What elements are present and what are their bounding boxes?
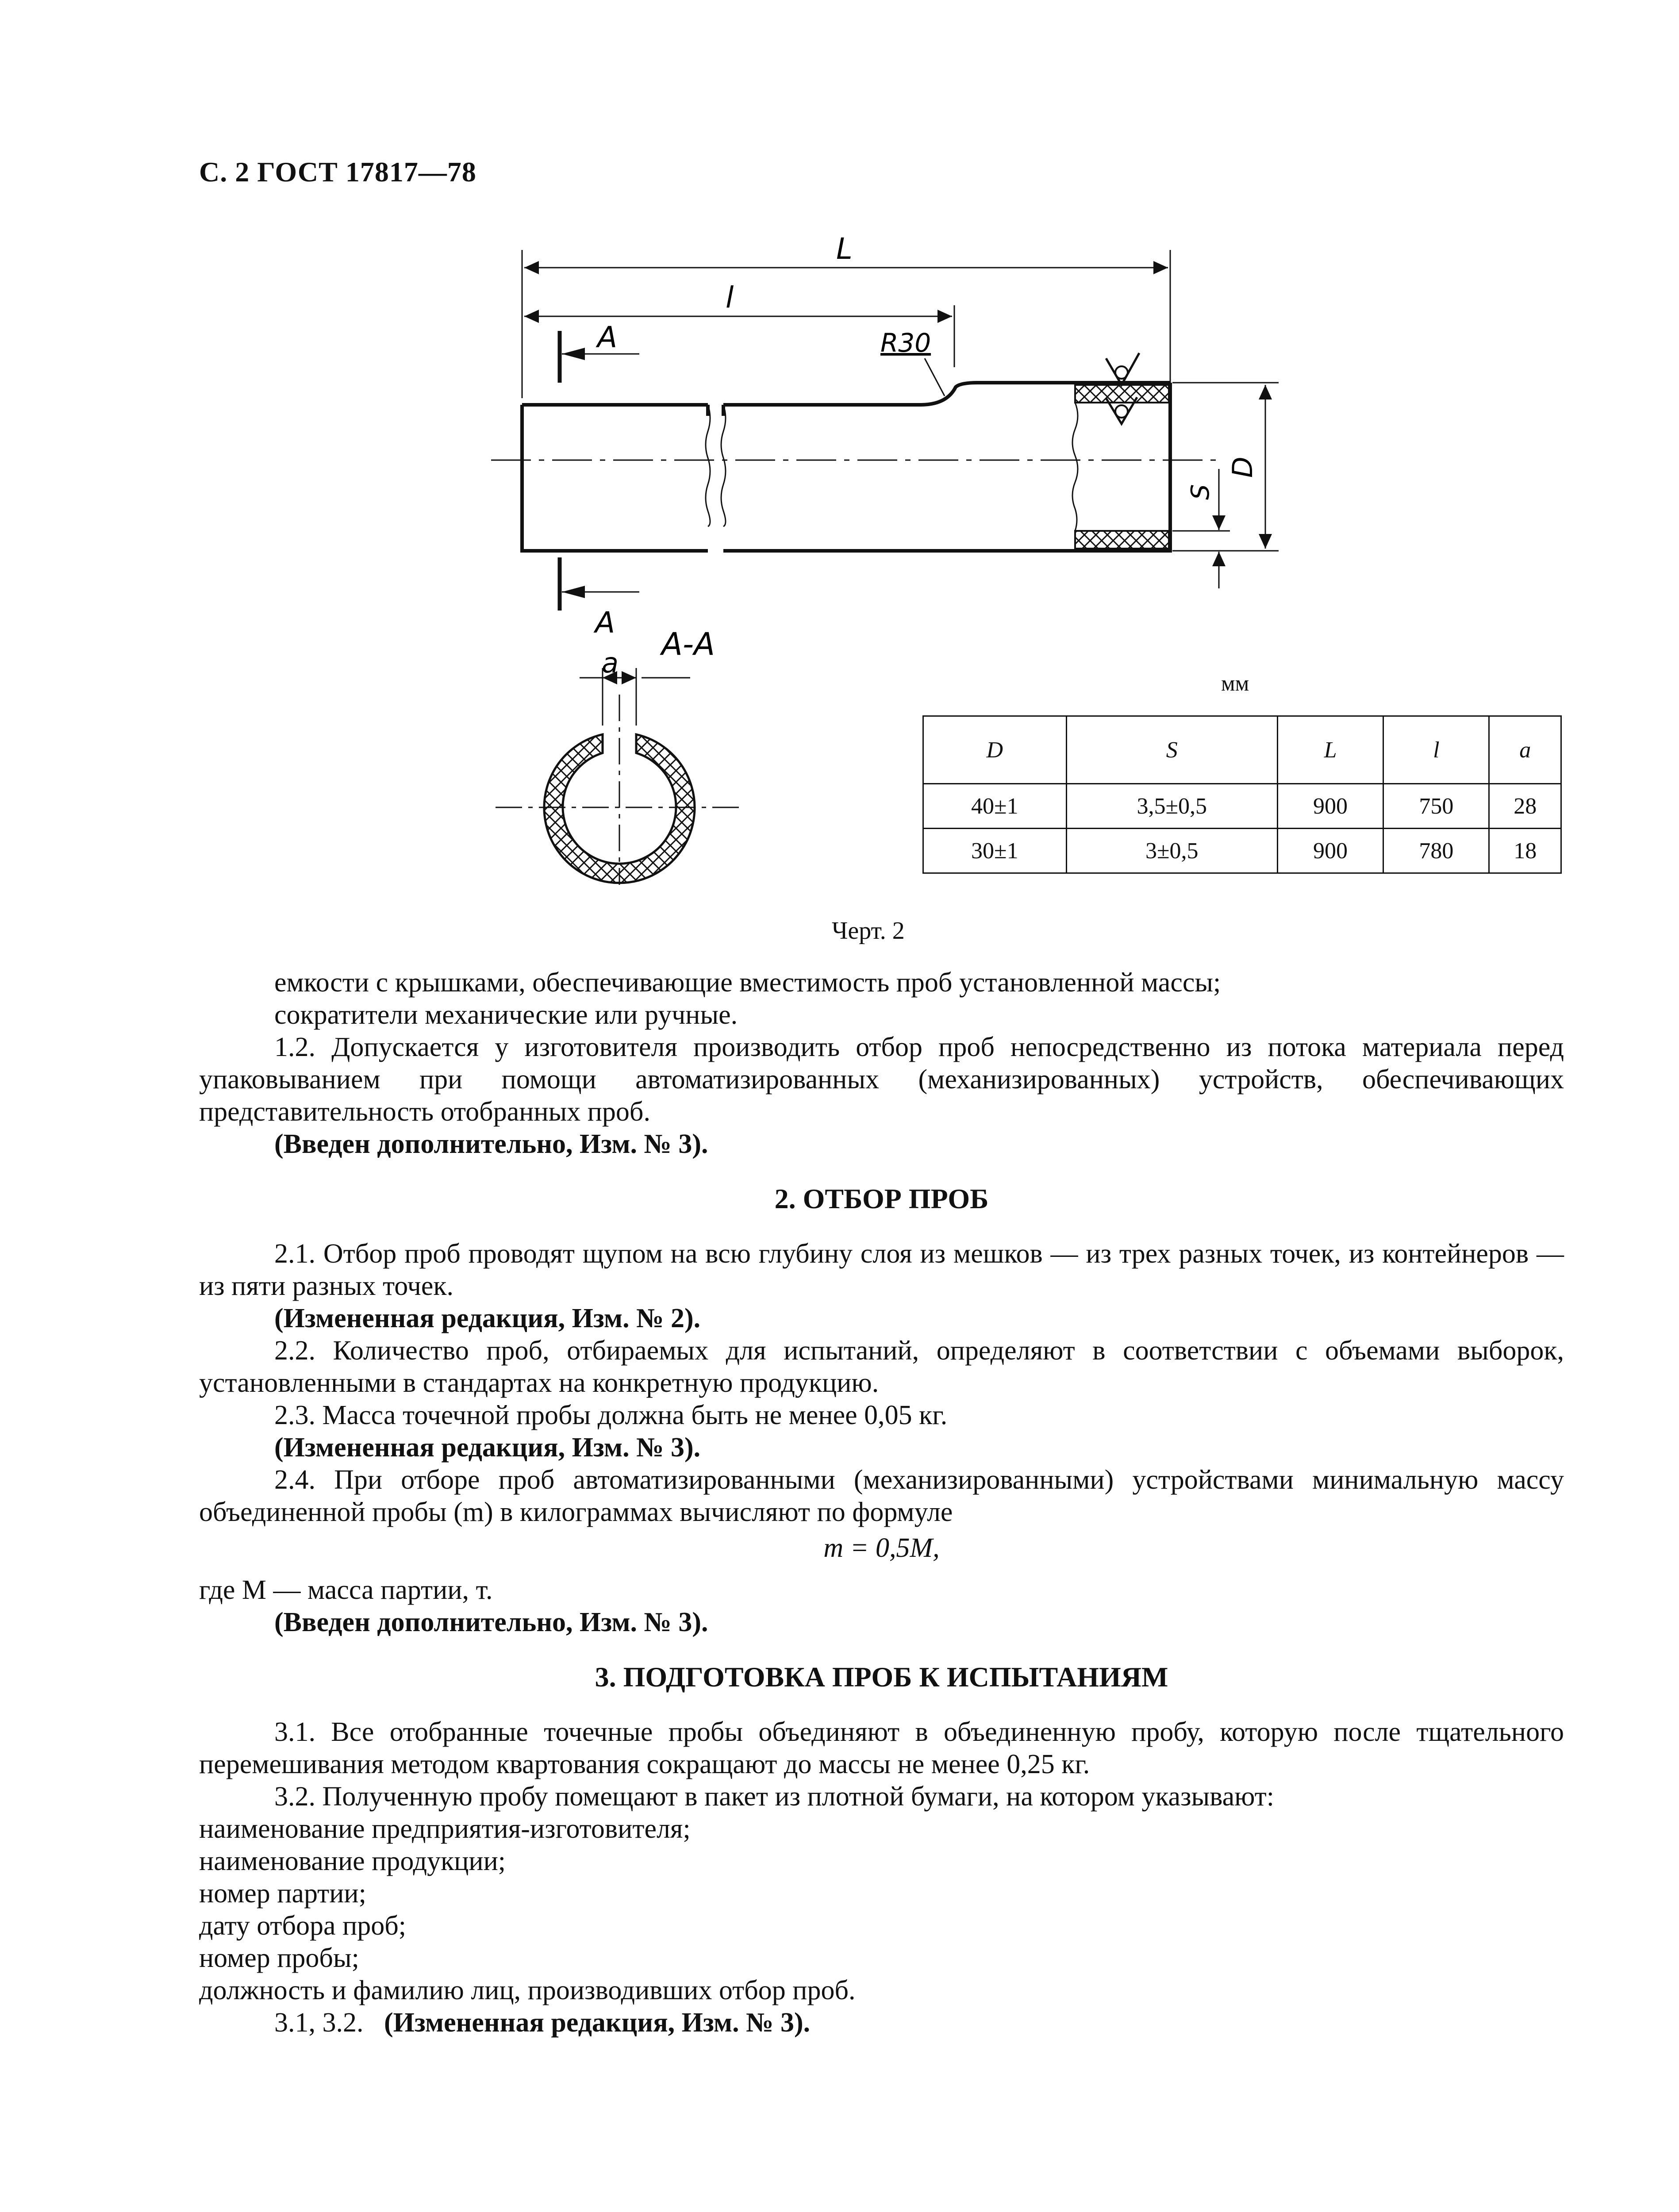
paragraph: 1.2. Допускается у изготовителя производить отбор проб непосредственно из потока материала перед упаковыванием при помощи автоматизированных (механизированных) устройств, обеспечивающих представительность отобранных проб.	[199, 1032, 1564, 1127]
paragraph: емкости с крышками, обеспечивающие вместимость проб установленной массы;	[274, 968, 1221, 998]
section-heading: 3. ПОДГОТОВКА ПРОБ К ИСПЫТАНИЯМ	[595, 1661, 1168, 1693]
label-D: D	[1226, 457, 1259, 478]
probe-body	[491, 353, 1217, 551]
list-item: наименование предприятия-изготовителя;	[199, 1814, 691, 1844]
paragraph: 2.1. Отбор проб проводят щупом на всю глубину слоя из мешков — из трех разных точек, из контейнеров — из пяти разных точек.	[199, 1239, 1564, 1301]
amendment-note: (Измененная редакция, Изм. № 3).	[274, 1432, 701, 1463]
list-item: должность и фамилию лиц, производивших отбор проб.	[199, 1975, 856, 2005]
table-cell: 900	[1277, 784, 1383, 829]
table-cell: 40±1	[923, 784, 1067, 829]
section-mark-bottom	[560, 557, 639, 640]
dimension-S	[1172, 469, 1230, 588]
amendment-note: (Измененная редакция, Изм. № 3).	[384, 2008, 811, 2038]
table-cell: 28	[1489, 784, 1561, 829]
clause-ref: 3.1, 3.2.	[274, 2008, 364, 2038]
figure-caption: Черт. 2	[832, 917, 905, 945]
paragraph: 2.2. Количество проб, отбираемых для испытаний, определяют в соответствии с объемами выборок, установленными в стандартах на конкретную продукцию.	[199, 1336, 1564, 1398]
table-cell: 780	[1383, 829, 1489, 873]
label-a: a	[602, 647, 619, 679]
section-mark-top	[560, 320, 639, 383]
paragraph: 2.3. Масса точечной пробы должна быть не менее 0,05 кг.	[274, 1400, 948, 1430]
table-cell: 900	[1277, 829, 1383, 873]
col-header: a	[1489, 716, 1561, 784]
dimension-L	[522, 232, 1170, 398]
table-units: мм	[1221, 671, 1249, 695]
label-A-bottom: A	[595, 606, 615, 640]
section-AA	[496, 626, 743, 885]
table-cell: 3,5±0,5	[1066, 784, 1277, 829]
amendment-note: (Измененная редакция, Изм. № 2).	[274, 1303, 701, 1333]
table-row	[923, 784, 1561, 829]
col-header: S	[1066, 716, 1277, 784]
table-cell: 3±0,5	[1066, 829, 1277, 873]
amendment-line	[199, 2007, 1564, 2039]
amendment-note: (Введен дополнительно, Изм. № 3).	[274, 1607, 708, 1637]
table-cell: 30±1	[923, 829, 1067, 873]
label-A-top: A	[597, 320, 618, 354]
label-S: S	[1186, 484, 1215, 500]
paragraph: 3.1. Все отобранные точечные пробы объединяют в объединенную пробу, которую после тщательного перемешивания методом квартования сокращают до массы не менее 0,25 кг.	[199, 1717, 1564, 1779]
page-header: С. 2 ГОСТ 17817—78	[199, 156, 476, 188]
body-text	[199, 967, 1564, 2039]
list-item: наименование продукции;	[199, 1846, 506, 1876]
label-L: L	[836, 232, 853, 266]
table-row	[923, 829, 1561, 873]
table-header-row	[923, 716, 1561, 784]
paragraph: 2.4. При отборе проб автоматизированными (механизированными) устройствами минимальную массу объединенной пробы (m) в килограммах вычисляют по формуле	[199, 1465, 1564, 1527]
label-l: l	[726, 280, 734, 315]
col-header: l	[1383, 716, 1489, 784]
paragraph: где M — масса партии, т.	[199, 1575, 493, 1605]
formula: m = 0,5M,	[823, 1533, 940, 1563]
dimension-D	[1172, 383, 1279, 551]
table-cell: 750	[1383, 784, 1489, 829]
col-header: D	[923, 716, 1067, 784]
section-heading: 2. ОТБОР ПРОБ	[774, 1183, 989, 1214]
col-header: L	[1277, 716, 1383, 784]
label-R30: R30	[880, 328, 931, 358]
paragraph: 3.2. Полученную пробу помещают в пакет из плотной бумаги, на котором указывают:	[274, 1782, 1274, 1812]
amendment-note: (Введен дополнительно, Изм. № 3).	[274, 1129, 708, 1159]
paragraph: сократители механические или ручные.	[274, 1000, 738, 1030]
list-item: номер пробы;	[199, 1943, 359, 1973]
dimensions-table	[922, 715, 1562, 874]
list-item: дату отбора проб;	[199, 1911, 407, 1941]
label-section-AA: A-A	[661, 626, 715, 662]
table-cell: 18	[1489, 829, 1561, 873]
radius-label	[880, 328, 945, 396]
list-item: номер партии;	[199, 1878, 366, 1909]
